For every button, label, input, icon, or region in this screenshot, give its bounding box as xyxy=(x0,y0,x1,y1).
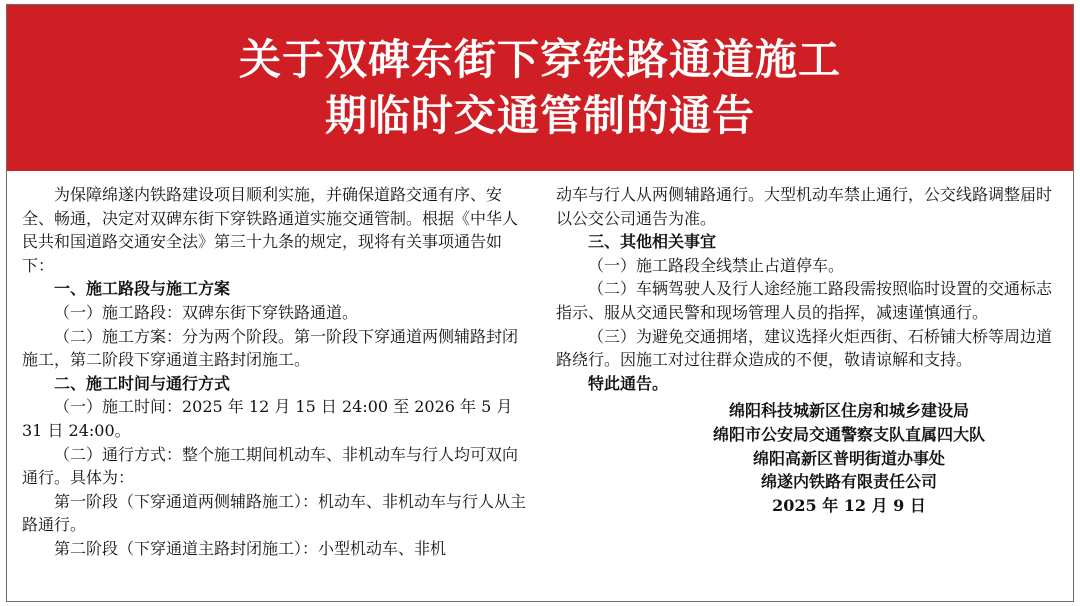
title-banner xyxy=(7,5,1073,171)
section-1-item-1: （一）施工路段：双碑东街下穿铁路通道。 xyxy=(54,302,359,322)
signatory-3: 绵阳高新区普明街道办事处 xyxy=(752,448,945,468)
stage-1-paragraph: 第一阶段（下穿通道两侧辅路施工）：机动车、非机动车与行人从主路通行。 xyxy=(22,491,527,535)
signatory-2: 绵阳市公安局交通警察支队直属四大队 xyxy=(712,424,985,444)
section-3-item-2: （二）车辆驾驶人及行人途经施工路段需按照临时设置的交通标志指示、服从交通民警和现场管理人员的指挥，减速谨慎通行。 xyxy=(556,279,1053,322)
section-3-item-3: （三）为避免交通拥堵，建议选择火炬西街、石桥铺大桥等周边道路绕行。因施工对过往群众造成的不便，敬请谅解和支持。 xyxy=(556,326,1053,370)
intro-paragraph: 为保障绵遂内铁路建设项目顺利实施，并确保道路交通有序、安全、畅通，决定对双碑东街下穿铁路通道实施交通管制。根据《中华人民共和国道路交通安全法》第三十九条的规定，现将有关事项通告如下： xyxy=(22,185,519,275)
section-2-heading: 二、施工时间与通行方式 xyxy=(54,373,231,393)
stage-2-continuation: 动车与行人从两侧辅路通行。大型机动车禁止通行，公交线路调整届时以公交公司通告为准。 xyxy=(556,185,1053,228)
section-3-item-1: （一）施工路段全线禁止占道停车。 xyxy=(588,255,845,275)
right-column xyxy=(556,183,1062,517)
title-line-2: 期临时交通管制的通告 xyxy=(324,91,755,140)
section-2-item-2: （二）通行方式：整个施工期间机动车、非机动车与行人均可双向通行。具体为： xyxy=(22,444,519,488)
section-2-item-1: （一）施工时间：2025 年 12 月 15 日 24:00 至 2026 年 5 月 31 日 24:00。 xyxy=(22,397,513,440)
notice-date: 2025 年 12 月 9 日 xyxy=(772,495,926,515)
section-1-heading: 一、施工路段与施工方案 xyxy=(54,279,231,299)
signatory-4: 绵遂内铁路有限责任公司 xyxy=(760,472,937,492)
signatory-1: 绵阳科技城新区住房和城乡建设局 xyxy=(728,401,969,421)
section-1-item-2: （二）施工方案：分为两个阶段。第一阶段下穿通道两侧辅路封闭施工，第二阶段下穿通道主路封闭施工。 xyxy=(22,326,519,370)
title-line-1: 关于双碑东街下穿铁路通道施工 xyxy=(238,35,841,84)
closing-line: 特此通告。 xyxy=(588,373,669,393)
left-column xyxy=(22,183,528,561)
section-3-heading: 三、其他相关事宜 xyxy=(588,232,717,252)
stage-2-paragraph: 第二阶段（下穿通道主路封闭施工）：小型机动车、非机 xyxy=(54,538,447,558)
